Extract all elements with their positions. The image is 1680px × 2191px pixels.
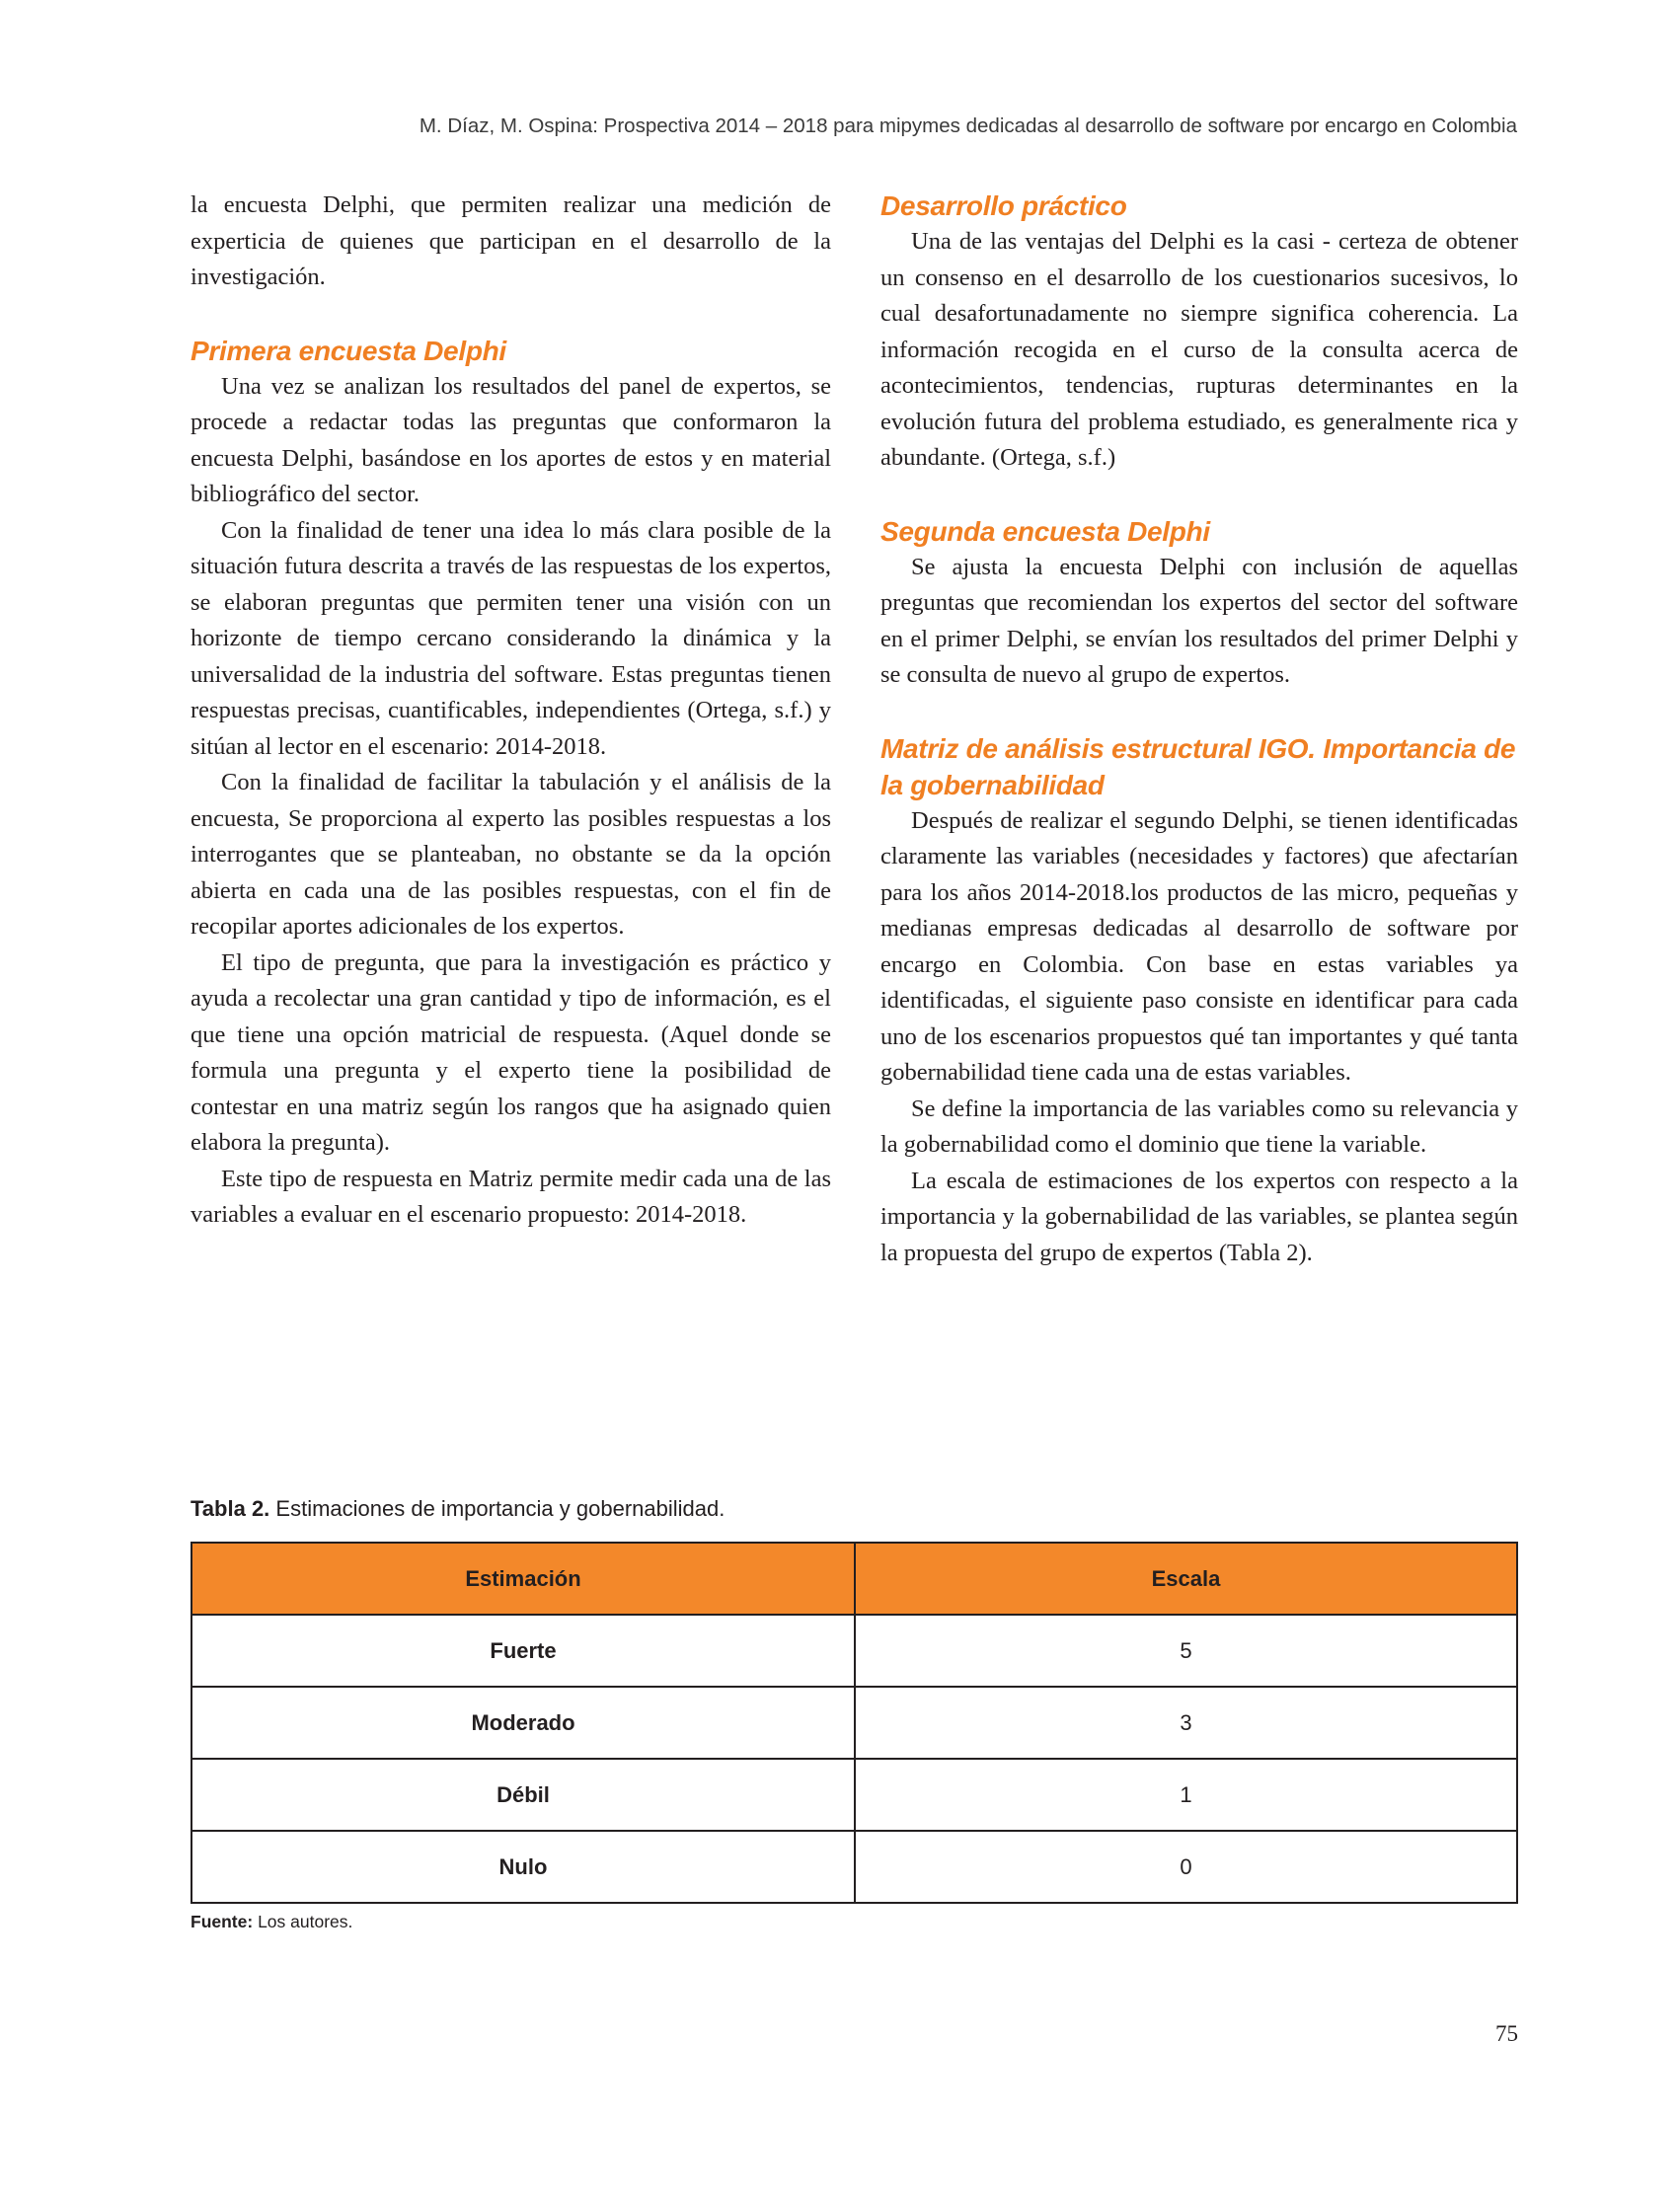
paragraph: El tipo de pregunta, que para la investigación es práctico y ayuda a recolectar una gran cantidad y tipo de información, es el que tiene una opción matricial de respuesta. (Aquel donde se formula una pregunta y el experto tiene la posibilidad de contestar en una matriz según los rangos que ha asignado quien elabora la pregunta). — [191, 948, 831, 1156]
cell-escala: 3 — [855, 1687, 1517, 1759]
intro-paragraph: la encuesta Delphi, que permiten realizar una medición de experticia de quienes que participan en el desarrollo de la investigación. — [191, 191, 831, 290]
table-row — [191, 1759, 1517, 1831]
section-heading-primera-encuesta: Primera encuesta Delphi — [191, 335, 506, 366]
right-column — [880, 188, 1518, 1271]
paragraph: Se ajusta la encuesta Delphi con inclusión de aquellas preguntas que recomiendan los expertos del sector del software en el primer Delphi, se envían los resultados del primer Delphi y se consulta de nuevo al grupo de expertos. — [880, 553, 1518, 688]
table-source-label: Fuente: — [191, 1912, 254, 1931]
table-caption-text: Estimaciones de importancia y gobernabilidad. — [269, 1496, 725, 1521]
paragraph: Este tipo de respuesta en Matriz permite medir cada una de las variables a evaluar en el escenario propuesto: 2014-2018. — [191, 1165, 831, 1228]
paragraph: Con la finalidad de tener una idea lo más clara posible de la situación futura descrita a través de las respuestas de los expertos, se elaboran preguntas que permiten tener una visión con un horizonte de tiempo cercano considerando la dinámica y la universalidad de la industria del software. Estas preguntas tienen respuestas precisas, cuantificables, independientes (Ortega, s.f.) y sitúan al lector en el escenario: 2014-2018. — [191, 516, 831, 760]
cell-estimacion: Débil — [191, 1759, 855, 1831]
table-caption — [191, 1496, 725, 1522]
table-row — [191, 1831, 1517, 1903]
paragraph: Después de realizar el segundo Delphi, se tienen identificadas claramente las variables (necesidades y factores) que afectarían para los años 2014-2018.los productos de las micro, pequeñas y medianas empresas dedicadas al desarrollo de software por encargo en Colombia. Con base en estas variables ya identificadas, el siguiente paso consiste en identificar para cada uno de los escenarios propuestos qué tan importantes y qué tanta gobernabilidad tiene cada una de estas variables. — [880, 806, 1518, 1086]
paragraph: Una vez se analizan los resultados del panel de expertos, se procede a redactar todas las preguntas que conformaron la encuesta Delphi, basándose en los aportes de estos y en material bibliográfico del sector. — [191, 372, 831, 507]
cell-estimacion: Moderado — [191, 1687, 855, 1759]
page-number: 75 — [1495, 2021, 1518, 2046]
estimation-table — [191, 1542, 1518, 1904]
table-source — [191, 1912, 352, 1932]
header-estimacion: Estimación — [191, 1543, 855, 1615]
table-row — [191, 1615, 1517, 1687]
section-heading-matriz-igo: Matriz de análisis estructural IGO. Importancia de la gobernabilidad — [880, 732, 1516, 800]
header-escala: Escala — [855, 1543, 1517, 1615]
cell-estimacion: Nulo — [191, 1831, 855, 1903]
paragraph: La escala de estimaciones de los expertos con respecto a la importancia y la gobernabilidad de las variables, se plantea según la propuesta del grupo de expertos (Tabla 2). — [880, 1167, 1518, 1266]
left-column — [191, 188, 831, 1234]
section-heading-desarrollo-practico: Desarrollo práctico — [880, 190, 1127, 221]
table-caption-label: Tabla 2. — [191, 1496, 270, 1521]
cell-estimacion: Fuerte — [191, 1615, 855, 1687]
cell-escala: 5 — [855, 1615, 1517, 1687]
cell-escala: 1 — [855, 1759, 1517, 1831]
table-header-row — [191, 1543, 1517, 1615]
cell-escala: 0 — [855, 1831, 1517, 1903]
paragraph: Se define la importancia de las variables como su relevancia y la gobernabilidad como el dominio que tiene la variable. — [880, 1095, 1518, 1158]
section-heading-segunda-encuesta: Segunda encuesta Delphi — [880, 515, 1210, 547]
paragraph: Una de las ventajas del Delphi es la casi - certeza de obtener un consenso en el desarrollo de los cuestionarios sucesivos, lo cual desafortunadamente no siempre significa coherencia. La información recogida en el curso de la consulta acerca de acontecimientos, tendencias, rupturas determinantes en la evolución futura del problema estudiado, es generalmente rica y abundante. (Ortega, s.f.) — [880, 228, 1518, 471]
table-row — [191, 1687, 1517, 1759]
running-header: M. Díaz, M. Ospina: Prospectiva 2014 – 2018 para mipymes dedicadas al desarrollo de software por encargo en Colombia — [419, 114, 1517, 137]
table-source-text: Los autores. — [253, 1912, 353, 1931]
paragraph: Con la finalidad de facilitar la tabulación y el análisis de la encuesta, Se proporciona al experto las posibles respuestas a los interrogantes que se planteaban, no obstante se da la opción abierta en cada una de las posibles respuestas, con el fin de recopilar aportes adicionales de los expertos. — [191, 769, 831, 940]
